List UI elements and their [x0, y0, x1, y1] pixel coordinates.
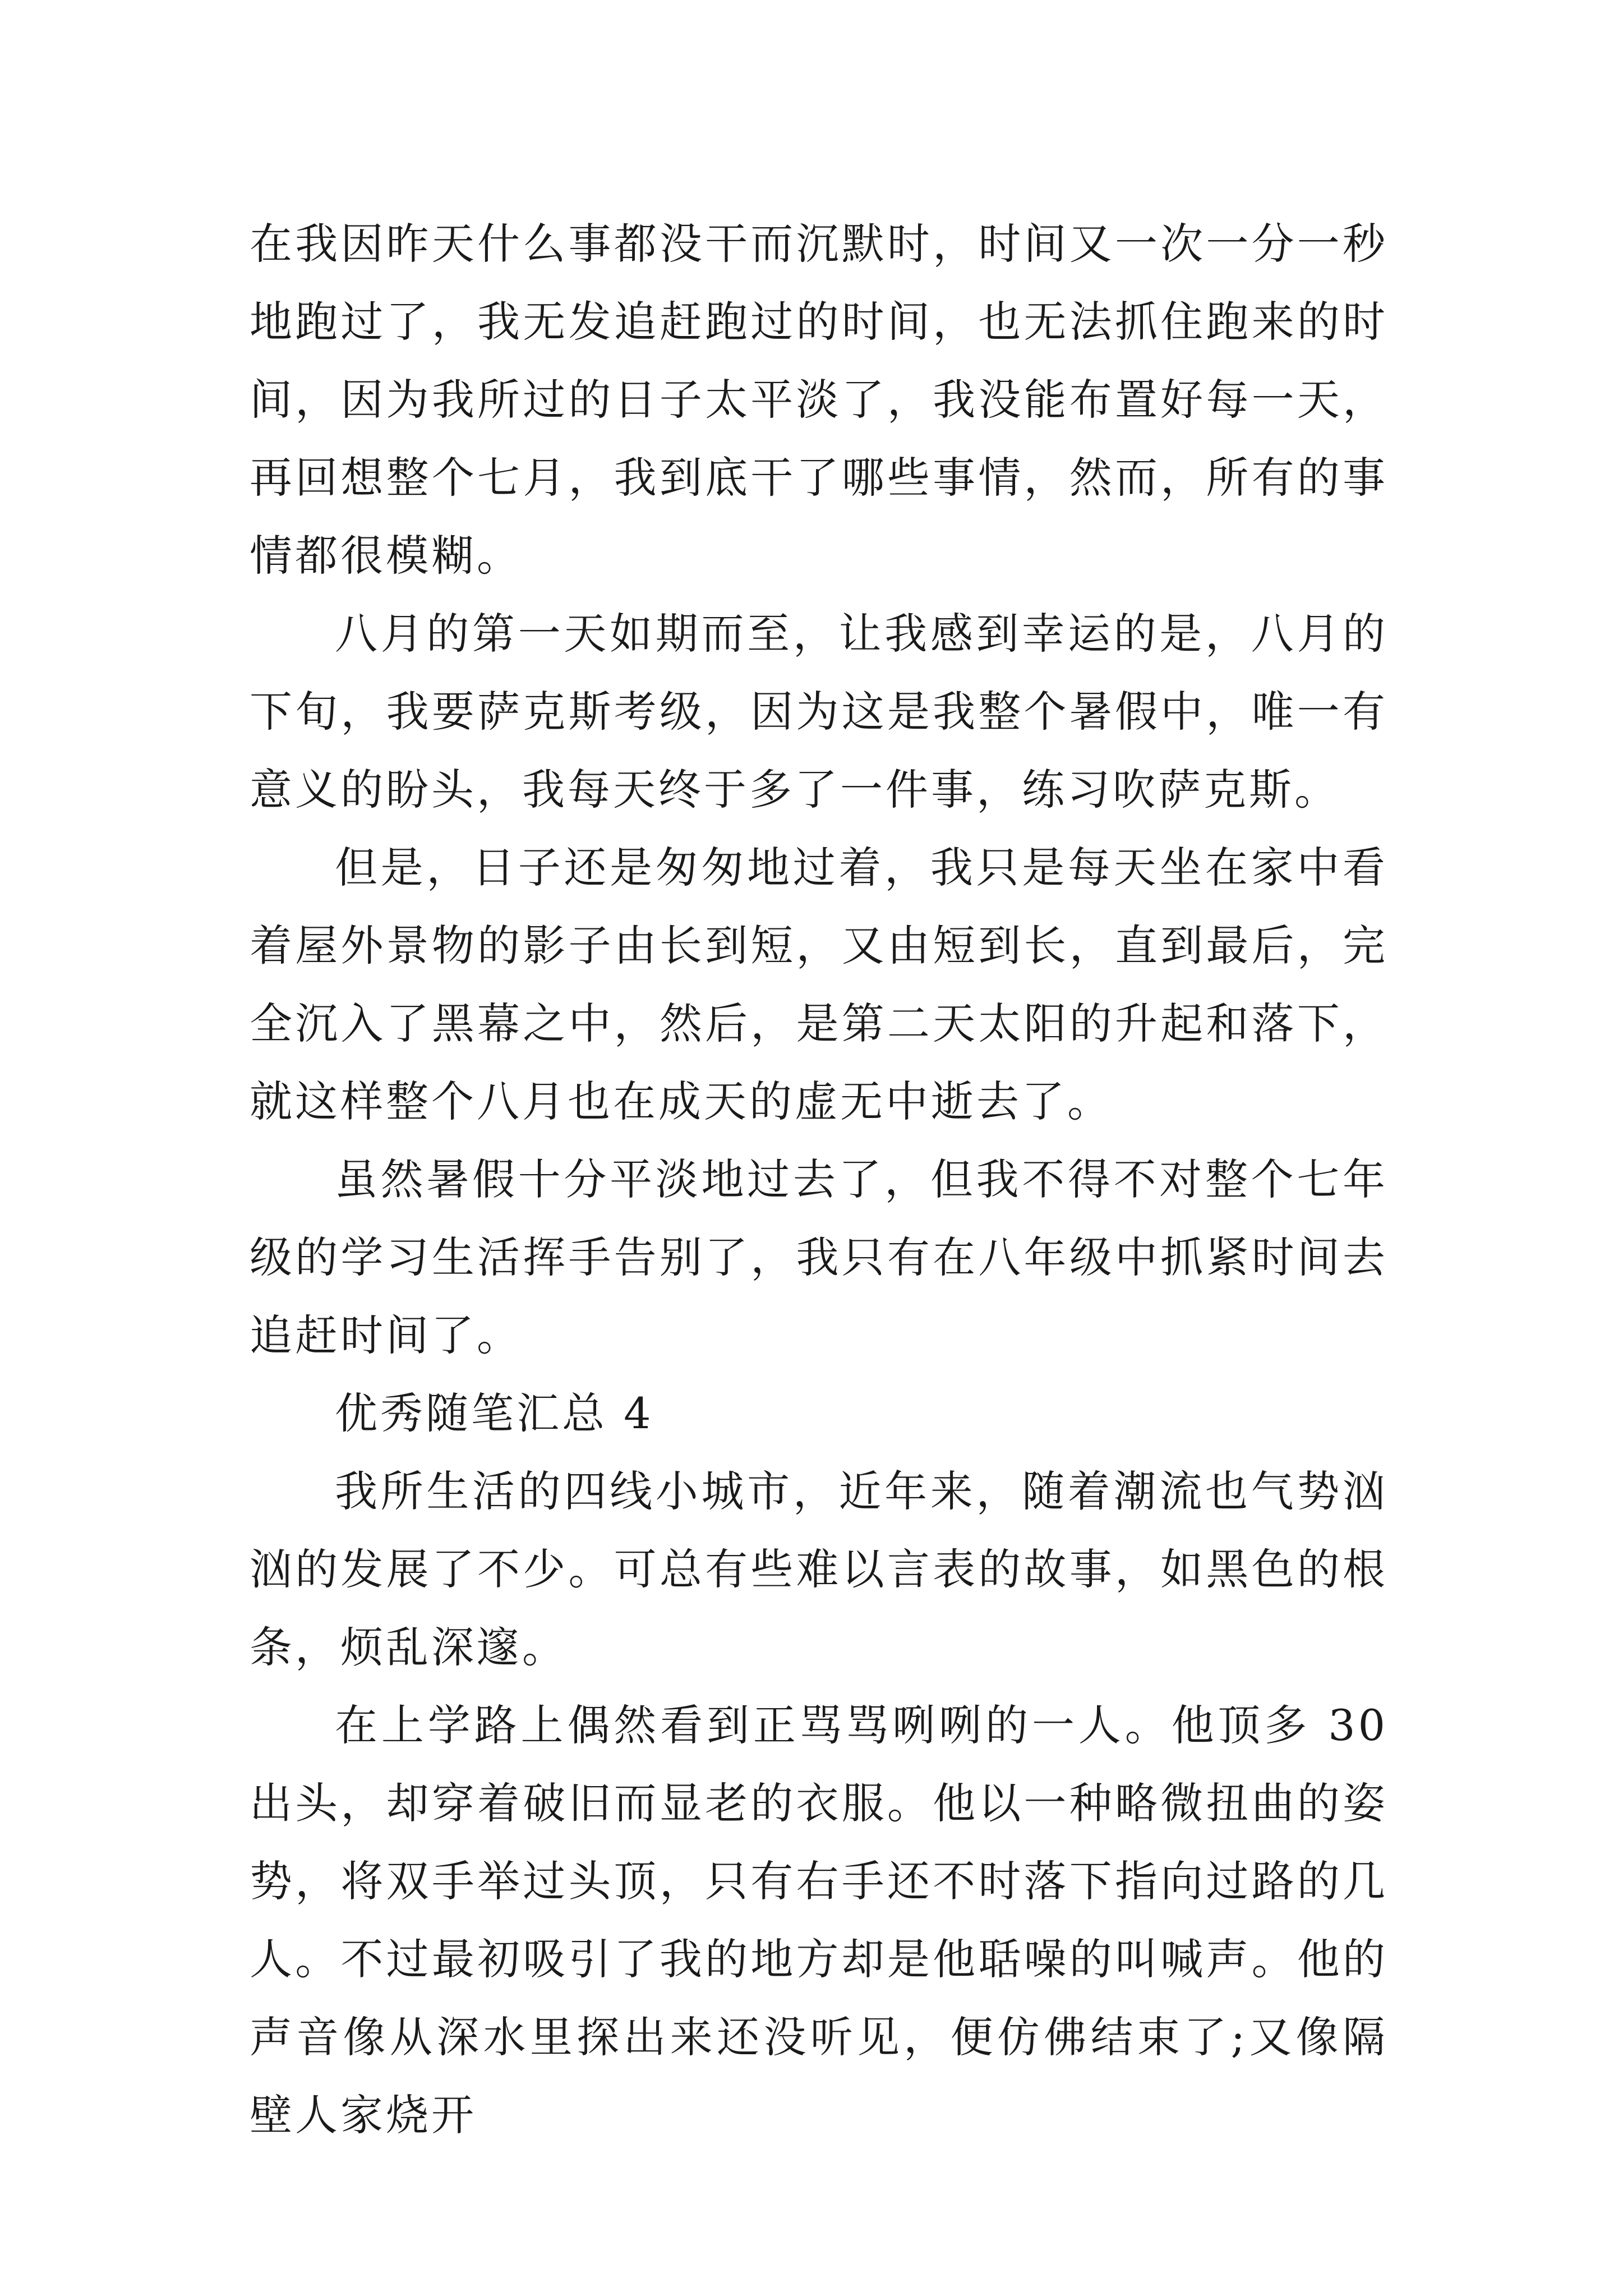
section-heading: 优秀随笔汇总 4 — [335, 1388, 654, 1438]
paragraph-5: 我所生活的四线小城市，近年来，随着潮流也气势汹汹的发展了不少。可总有些难以言表的故事，如黑色的根条，烦乱深邃。 — [250, 1466, 1388, 1672]
paragraph-1: 在我因昨天什么事都没干而沉默时，时间又一次一分一秒地跑过了，我无发追赶跑过的时间，也无法抓住跑来的时间，因为我所过的日子太平淡了，我没能布置好每一天，再回想整个七月，我到底干了哪些事情，然而，所有的事情都很模糊。 — [250, 219, 1388, 581]
paragraph-4: 虽然暑假十分平淡地过去了，但我不得不对整个七年级的学习生活挥手告别了，我只有在八年级中抓紧时间去追赶时间了。 — [250, 1154, 1388, 1360]
paragraph-2: 八月的第一天如期而至，让我感到幸运的是，八月的下旬，我要萨克斯考级，因为这是我整个暑假中，唯一有意义的盼头，我每天终于多了一件事，练习吹萨克斯。 — [250, 609, 1388, 815]
document-body — [250, 205, 1388, 2154]
paragraph-3: 但是，日子还是匆匆地过着，我只是每天坐在家中看着屋外景物的影子由长到短，又由短到长，直到最后，完全沉入了黑幕之中，然后，是第二天太阳的升起和落下，就这样整个八月也在成天的虚无中逝去了。 — [250, 843, 1388, 1126]
paragraph-6: 在上学路上偶然看到正骂骂咧咧的一人。他顶多 30 出头，却穿着破旧而显老的衣服。他以一种略微扭曲的姿势，将双手举过头顶，只有右手还不时落下指向过路的几人。不过最初吸引了我的地方却是他聒噪的叫喊声。他的声音像从深水里探出来还没听见，便仿佛结束了;又像隔壁人家烧开 — [250, 1700, 1388, 2140]
